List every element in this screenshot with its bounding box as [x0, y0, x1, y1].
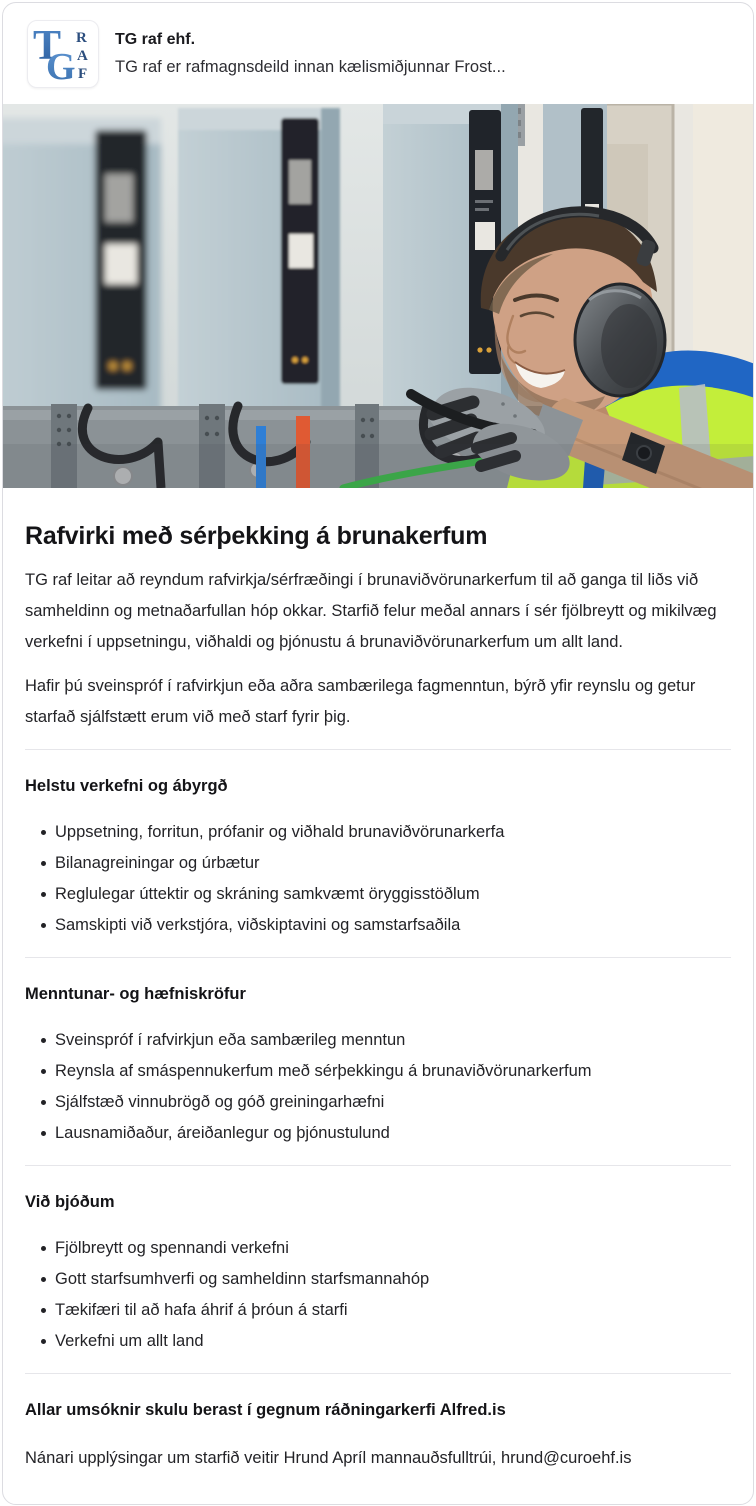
intro-paragraph-2: Hafir þú sveinspróf í rafvirkjun eða aðra sambærilega fagmenntun, býrð yfir reynslu og getur starfað sjálfstætt erum við með starf fyrir þig.: [25, 677, 696, 726]
section-heading-tasks: Helstu verkefni og ábyrgð: [25, 777, 228, 795]
list-item: Tækifæri til að hafa áhrif á þróun á starfi: [55, 1295, 731, 1326]
list-item: Fjölbreytt og spennandi verkefni: [55, 1233, 731, 1264]
section-divider: [25, 1373, 731, 1374]
intro-paragraph-1: TG raf leitar að reyndum rafvirkja/sérfræðingi í brunaviðvörunarkerfum til að ganga til liðs við samheldinn og metnaðarfullan hóp okkar. Starfið felur meðal annars í sér fjölbreytt og mikilvæg verkefni í uppsetningu, viðhaldi og þjónustu á brunaviðvörunarkerfum um allt land.: [25, 571, 717, 651]
company-meta: [115, 30, 506, 78]
contact-email[interactable]: hrund@curoehf.is: [500, 1449, 632, 1467]
logo-letter-g: G: [46, 46, 76, 83]
list-item: Sjálfstæð vinnubrögð og góð greiningarhæfni: [55, 1087, 731, 1118]
logo-letter-r: R: [76, 30, 87, 46]
company-header: [3, 3, 753, 104]
section-heading-requirements: Menntunar- og hæfniskröfur: [25, 985, 246, 1003]
list-item: Reynsla af smáspennukerfum með sérþekkingu á brunaviðvörunarkerfum: [55, 1056, 731, 1087]
logo-letter-a: A: [77, 48, 88, 64]
contact-note: [25, 1443, 731, 1474]
list-item: Uppsetning, forritun, prófanir og viðhald brunaviðvörunarkerfa: [55, 817, 731, 848]
application-note: Allar umsóknir skulu berast í gegnum ráðningarkerfi Alfred.is: [25, 1401, 506, 1419]
job-listing-card: [2, 2, 754, 1505]
offer-list: [25, 1233, 731, 1357]
list-item: Verkefni um allt land: [55, 1326, 731, 1357]
job-title: Rafvirki með sérþekking á brunakerfum: [25, 522, 488, 550]
list-item: Reglulegar úttektir og skráning samkvæmt öryggisstöðlum: [55, 879, 731, 910]
list-item: Samskipti við verkstjóra, viðskiptavini og samstarfsaðila: [55, 910, 731, 941]
job-description: [3, 521, 753, 1504]
contact-text: Nánari upplýsingar um starfið veitir Hrund Apríl mannauðsfulltrúi,: [25, 1449, 501, 1467]
list-item: Lausnamiðaður, áreiðanlegur og þjónustulund: [55, 1118, 731, 1149]
task-list: [25, 817, 731, 941]
section-divider: [25, 1165, 731, 1166]
list-item: Sveinspróf í rafvirkjun eða sambærileg menntun: [55, 1025, 731, 1056]
company-name: TG raf ehf.: [115, 31, 196, 48]
list-item: Gott starfsumhverfi og samheldinn starfsmannahóp: [55, 1264, 731, 1295]
company-logo: [27, 20, 99, 88]
section-heading-offer: Við bjóðum: [25, 1193, 115, 1211]
section-divider: [25, 957, 731, 958]
company-tagline: TG raf er rafmagnsdeild innan kælismiðjunnar Frost...: [115, 58, 506, 76]
tg-raf-logo-icon: [32, 25, 94, 83]
section-divider: [25, 749, 731, 750]
requirements-list: [25, 1025, 731, 1149]
hero-illustration: [3, 104, 754, 488]
list-item: Bilanagreiningar og úrbætur: [55, 848, 731, 879]
hero-image: [3, 104, 754, 488]
logo-letter-t: T: [33, 25, 62, 69]
logo-letter-f: F: [78, 66, 88, 82]
